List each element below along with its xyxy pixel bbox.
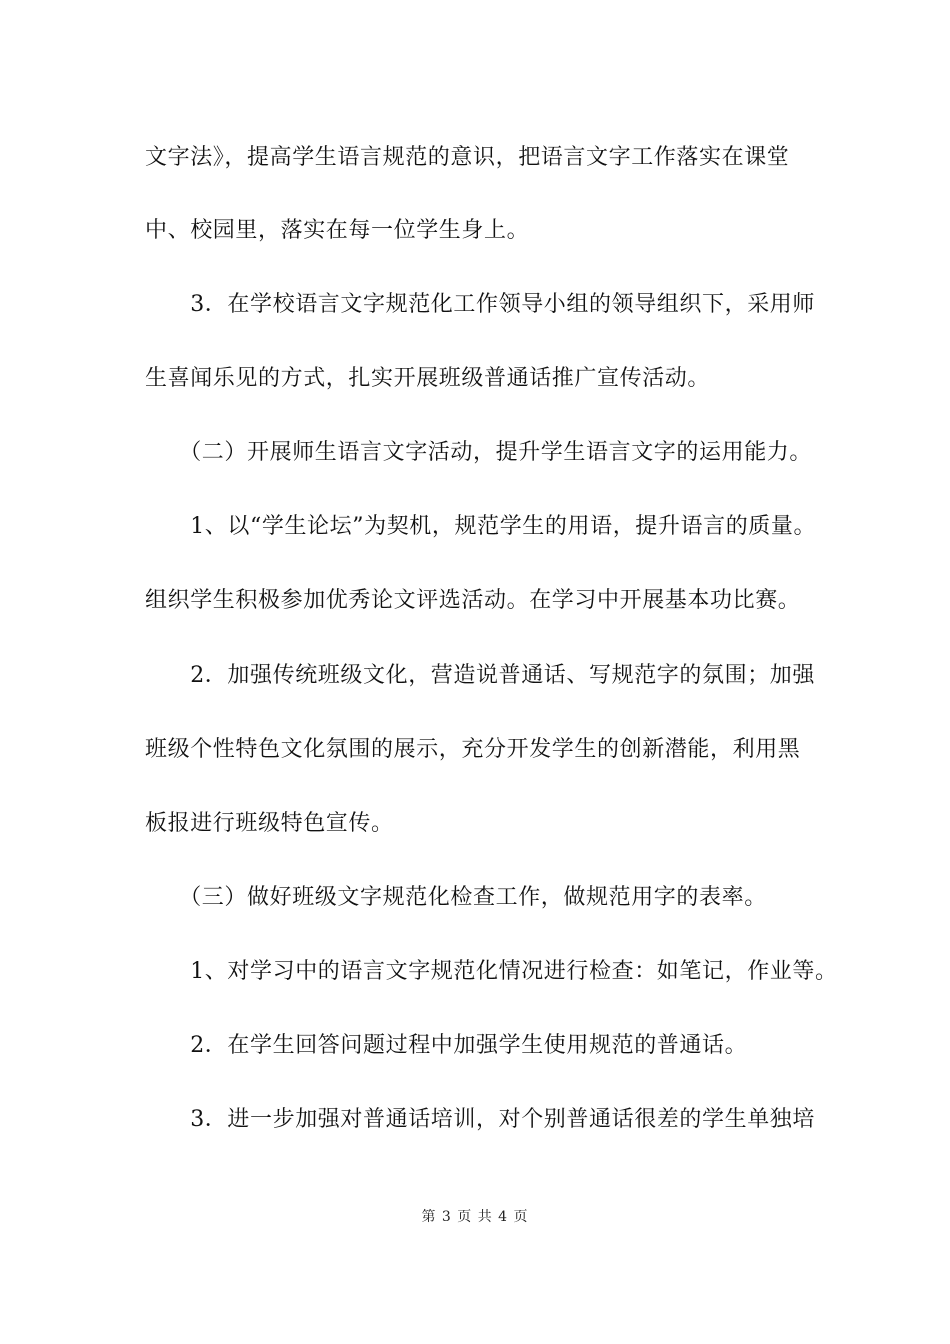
text-line: 班级个性特色文化氛围的展示，充分开发学生的创新潜能，利用黑 xyxy=(145,737,801,762)
text-line: 组织学生积极参加优秀论文评选活动。在学习中开展基本功比赛。 xyxy=(145,588,801,613)
text-line: 中、校园里，落实在每一位学生身上。 xyxy=(145,218,530,243)
section-heading: （二）开展师生语言文字活动，提升学生语言文字的运用能力。 xyxy=(145,440,813,465)
text-line: 1、以“学生论坛”为契机，规范学生的用语，提升语言的质量。 xyxy=(145,514,817,539)
text-line: 板报进行班级特色宣传。 xyxy=(145,811,394,836)
text-line: 2．加强传统班级文化，营造说普通话、写规范字的氛围；加强 xyxy=(145,663,815,688)
text-line: 1、对学习中的语言文字规范化情况进行检查：如笔记，作业等。 xyxy=(145,959,838,984)
text-line: 3．进一步加强对普通话培训，对个别普通话很差的学生单独培 xyxy=(145,1107,815,1132)
text-line: 2．在学生回答问题过程中加强学生使用规范的普通话。 xyxy=(145,1033,748,1058)
text-line: 生喜闻乐见的方式，扎实开展班级普通话推广宣传活动。 xyxy=(145,366,711,391)
text-line: 文字法》，提高学生语言规范的意识，把语言文字工作落实在课堂 xyxy=(145,145,790,170)
text-line: 3．在学校语言文字规范化工作领导小组的领导组织下，采用师 xyxy=(145,292,815,317)
page-number-footer: 第 3 页 共 4 页 xyxy=(421,1209,529,1225)
section-heading: （三）做好班级文字规范化检查工作，做规范用字的表率。 xyxy=(145,885,767,910)
